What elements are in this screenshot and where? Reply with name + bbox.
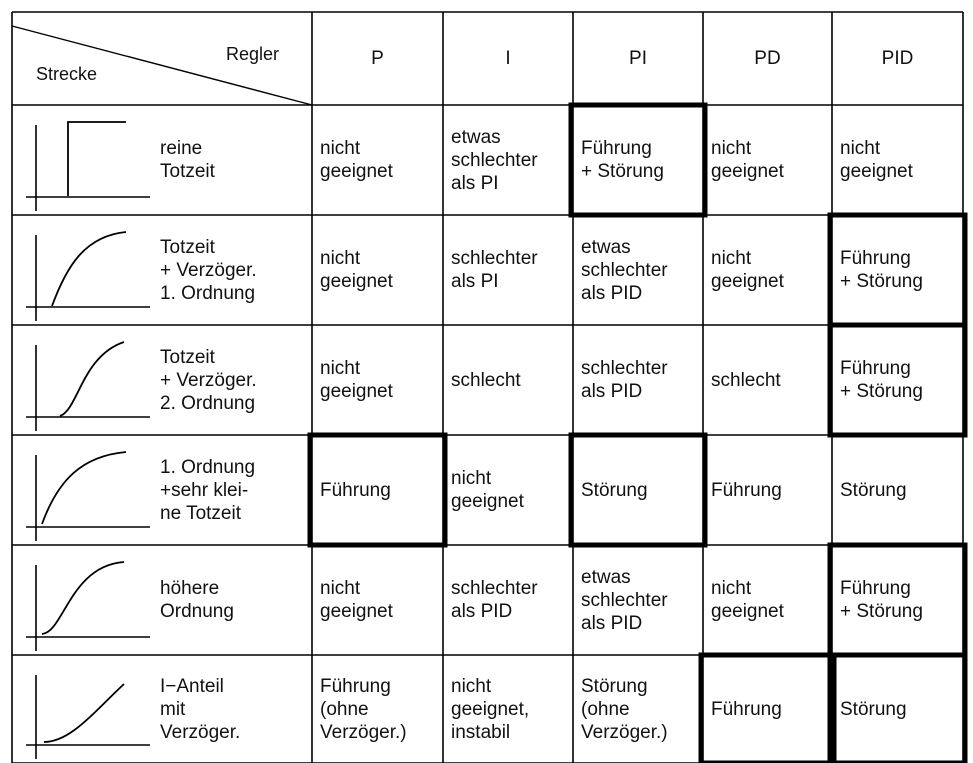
cell-i: etwas schlechter als PI (451, 126, 538, 194)
first-order-curve-icon (26, 452, 150, 541)
second-order-delay-curve-icon (26, 342, 150, 431)
process-label: I−Anteil mit Verzöger. (160, 675, 241, 743)
header-i: I (505, 48, 511, 69)
process-label: 1. Ordnung +sehr klei- ne Totzeit (160, 456, 256, 524)
process-label: reine Totzeit (160, 138, 215, 182)
cell-pi: etwas schlechter als PID (581, 566, 668, 634)
dead-time-step-icon (26, 122, 150, 211)
cell-pd: Führung (711, 698, 782, 720)
cell-p: nicht geeignet (320, 578, 393, 622)
cell-p: Führung (320, 479, 391, 501)
cell-pd: Führung (711, 479, 782, 501)
higher-order-curve-icon (26, 562, 150, 651)
header-pid: PID (881, 48, 914, 69)
cell-pid: Führung + Störung (840, 578, 923, 622)
cell-i: schlechter als PID (451, 578, 538, 622)
header-strecke: Strecke (36, 64, 98, 84)
cell-pid: Führung + Störung (840, 248, 923, 292)
cell-pid: Störung (840, 698, 907, 720)
cell-p: nicht geeignet (320, 248, 393, 292)
cell-p: Führung (ohne Verzöger.) (320, 675, 407, 743)
cell-pi: Störung (581, 479, 648, 501)
process-label: höhere Ordnung (160, 578, 234, 622)
cell-pid: Führung + Störung (840, 358, 923, 402)
cell-pd: schlecht (711, 369, 781, 391)
header-pi: PI (629, 48, 647, 69)
header-p: P (371, 48, 384, 69)
cell-pd: nicht geeignet (711, 248, 784, 292)
cell-p: nicht geeignet (320, 138, 393, 182)
header-regler: Regler (226, 44, 280, 64)
process-label: Totzeit + Verzöger. 2. Ordnung (160, 346, 257, 414)
header-pd: PD (754, 48, 781, 69)
cell-pid: Störung (840, 479, 907, 501)
cell-i: nicht geeignet, instabil (451, 675, 530, 743)
integral-ramp-curve-icon (26, 675, 150, 759)
process-label: Totzeit + Verzöger. 1. Ordnung (160, 236, 257, 304)
cell-i: schlechter als PI (451, 248, 538, 292)
cell-pd: nicht geeignet (711, 138, 784, 182)
cell-pd: nicht geeignet (711, 578, 784, 622)
cell-pi: etwas schlechter als PID (581, 236, 668, 304)
cell-pid: nicht geeignet (840, 138, 913, 182)
first-order-delay-curve-icon (26, 232, 150, 321)
cell-pi: schlechter als PID (581, 358, 668, 402)
cell-pi: Führung + Störung (581, 138, 664, 182)
cell-i: schlecht (451, 369, 521, 391)
cell-pi: Störung (ohne Verzöger.) (581, 675, 668, 743)
cell-p: nicht geeignet (320, 358, 393, 402)
cell-i: nicht geeignet (451, 468, 524, 512)
